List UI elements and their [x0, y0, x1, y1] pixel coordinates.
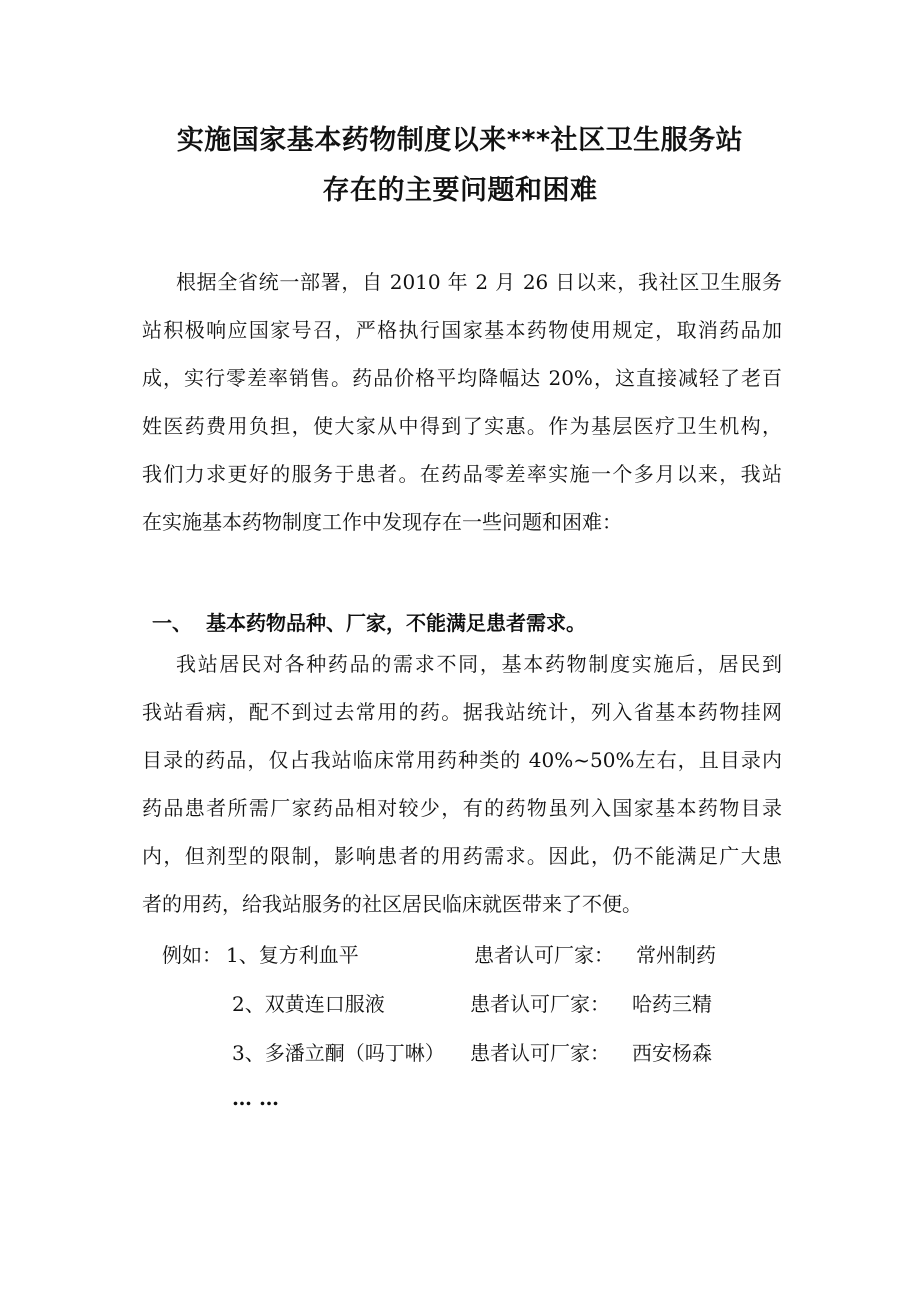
document-title-line-2: 存在的主要问题和困难	[322, 175, 598, 206]
example-maker: 哈药三精	[632, 992, 712, 1016]
section-1-line: 我站看病，配不到过去常用的药。据我站统计，列入省基本药物挂网	[142, 700, 782, 724]
document-title-line-1: 实施国家基本药物制度以来***社区卫生服务站	[176, 125, 744, 156]
section-1-line: 者的用药，给我站服务的社区居民临床就医带来了不便。	[142, 892, 642, 916]
example-label: 患者认可厂家：	[470, 1041, 610, 1065]
example-label: 患者认可厂家：	[474, 943, 614, 967]
section-1-line: 药品患者所需厂家药品相对较少，有的药物虽列入国家基本药物目录	[142, 796, 782, 820]
example-label: 患者认可厂家：	[470, 992, 610, 1016]
section-1-heading-text: 基本药物品种、厂家，不能满足患者需求。	[206, 611, 586, 635]
example-drug: 1、复方利血平	[226, 943, 359, 967]
intro-line: 姓医药费用负担，使大家从中得到了实惠。作为基层医疗卫生机构，	[142, 414, 782, 438]
intro-line: 我们力求更好的服务于患者。在药品零差率实施一个多月以来，我站	[142, 462, 782, 486]
section-1-heading	[152, 607, 586, 636]
example-maker: 西安杨森	[632, 1041, 712, 1065]
ellipsis: … …	[232, 1086, 279, 1110]
intro-line: 成，实行零差率销售。药品价格平均降幅达 20%，这直接减轻了老百	[142, 366, 782, 390]
example-prefix: 例如：	[162, 943, 222, 967]
intro-line: 在实施基本药物制度工作中发现存在一些问题和困难：	[142, 510, 622, 534]
example-drug: 3、多潘立酮（吗丁啉）	[232, 1041, 445, 1065]
example-maker: 常州制药	[636, 943, 716, 967]
section-1-number: 一、	[152, 611, 192, 635]
section-1-line: 我站居民对各种药品的需求不同，基本药物制度实施后，居民到	[176, 652, 782, 676]
intro-line: 站积极响应国家号召，严格执行国家基本药物使用规定，取消药品加	[142, 318, 782, 342]
section-1-line: 目录的药品，仅占我站临床常用药种类的 40%~50%左右，且目录内	[142, 748, 782, 772]
example-drug: 2、双黄连口服液	[232, 992, 385, 1016]
intro-line: 根据全省统一部署，自 2010 年 2 月 26 日以来，我社区卫生服务	[176, 270, 782, 294]
section-1-line: 内，但剂型的限制，影响患者的用药需求。因此，仍不能满足广大患	[142, 844, 782, 868]
